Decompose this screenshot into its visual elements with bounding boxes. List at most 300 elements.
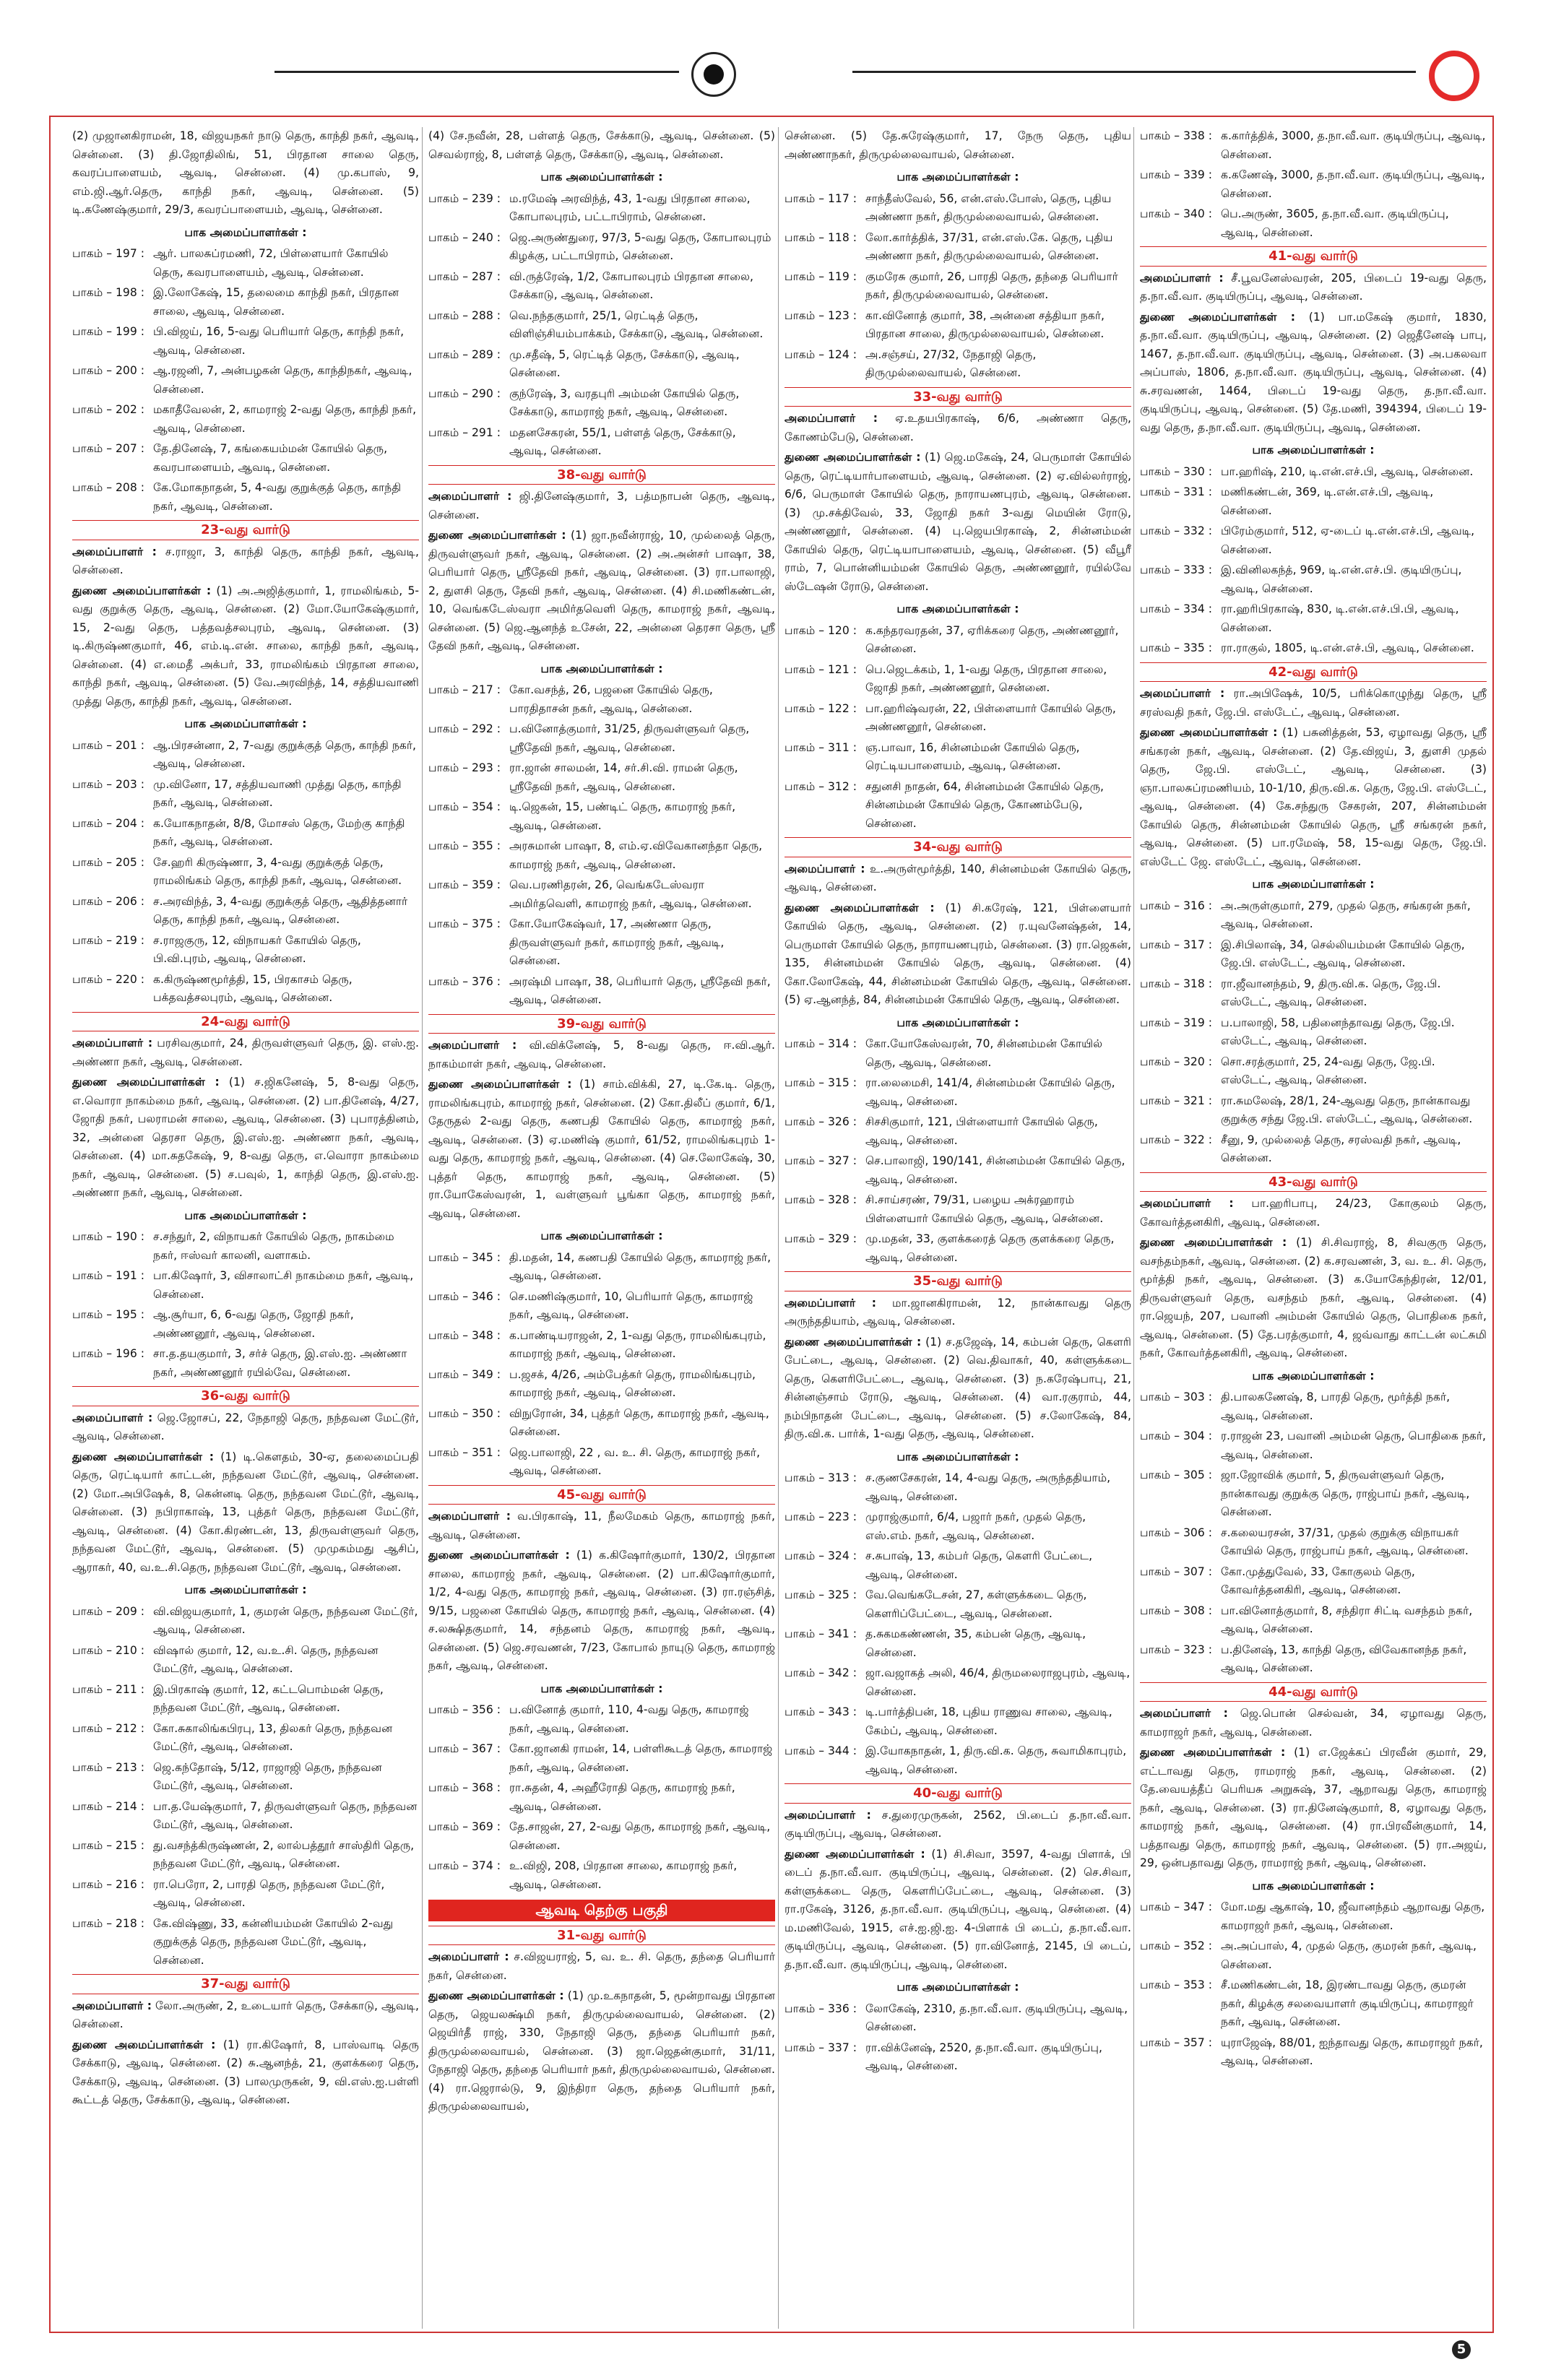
role-label: அமைப்பாளர் : (1140, 1197, 1234, 1210)
booth-organizer: க.யோகநாதன், 8/8, மோசஸ் தெரு, மேற்கு காந்தி நகர், ஆவடி, சென்னை. (153, 816, 405, 848)
booth-entry (785, 346, 1131, 383)
booth-entry (785, 1547, 1131, 1584)
booth-entry (1140, 600, 1487, 637)
booth-entry (1140, 897, 1487, 934)
booth-entry (428, 1818, 775, 1855)
booth-organizer: ச.ராஜகுரு, 12, விநாயகர் கோயில் தெரு, பி.வி.புரம், ஆவடி, சென்னை. (153, 933, 361, 965)
role-label: அமைப்பாளர் : (1140, 271, 1224, 285)
booth-number: பாகம் – 223 : (785, 1510, 857, 1523)
booth-organizer: து.வசந்த்கிருஷ்ணன், 2, லால்பத்தூர் சாஸ்திரி தெரு, நந்தவன மேட்டூர், ஆவடி, சென்னை. (153, 1838, 415, 1870)
paragraph-text: ஜெ.ஜோசப், 22, நேதாஜி தெரு, நந்தவன மேட்டூர், ஆவடி, சென்னை. (72, 1411, 419, 1442)
role-label: அமைப்பாளர் : (785, 412, 878, 425)
paragraph (72, 1409, 419, 1446)
paragraph (72, 582, 419, 711)
booth-entry (785, 307, 1131, 344)
booth-organizer: ப.வினோத்குமார், 31/25, திருவள்ளுவர் தெரு, ஸ்ரீதேவி நகர், ஆவடி, சென்னை. (509, 722, 750, 754)
booth-entry (1140, 1014, 1487, 1051)
booth-entry (785, 1742, 1131, 1779)
booth-organizer: ச.குணசேகரன், 14, 4-வது தெரு, அருந்ததியாம், ஆவடி, சென்னை. (865, 1471, 1111, 1503)
booth-organizer: இ.யோகநாதன், 1, திரு.வி.க. தெரு, சுவாமிகாபுரம், ஆவடி, சென்னை. (865, 1744, 1127, 1776)
booth-number: பாகம் – 355 : (428, 839, 501, 852)
column-divider (422, 127, 423, 2329)
booth-organizer: பெ.அருண், 3605, த.நா.வீ.வா. குடியிருப்பு, ஆவடி, சென்னை. (1221, 207, 1449, 239)
booth-entry (72, 1306, 419, 1343)
section-heading: பாக அமைப்பாளர்கள் : (896, 1016, 1019, 1029)
booth-organizer: க.பாண்டியராஜன், 2, 1-வது தெரு, ராமலிங்கபுரம், காமராஜ் நகர், ஆவடி, சென்னை. (509, 1328, 766, 1360)
booth-entry (785, 2039, 1131, 2076)
role-label: துணை அமைப்பாளர்கள் : (72, 2038, 216, 2051)
booth-entry (1140, 639, 1487, 658)
role-label: அமைப்பாளர் : (72, 1037, 153, 1050)
role-label: அமைப்பாளர் : (428, 1950, 509, 1963)
paragraph (785, 899, 1131, 1010)
role-label: துணை அமைப்பாளர்கள் : (785, 1335, 922, 1349)
booth-entry (428, 1249, 775, 1286)
booth-organizer: ரா.ராகுல், 1805, டி.என்.எச்.பி, ஆவடி, சென்னை. (1221, 641, 1474, 654)
booth-number: பாகம் – 337 : (785, 2041, 857, 2054)
booth-number: பாகம் – 349 : (428, 1367, 501, 1381)
paragraph (72, 2036, 419, 2110)
paragraph-text: (1) சாம்.விக்கி, 27, டி.கே.டி. தெரு, ராமலிங்கபுரம், காமராஜ் நகர், சென்னை. (2) கோ.திலீப் குமார், 6/1, தேருதல் 2-வது தெரு, கணபதி கோயில் தெரு, காமராஜ் நகர், ஆவடி, சென்னை. (3) ஏ.மணிஷ் குமார், 61/52, ராமலிங்கபுரம் 1-வது தெரு, காமராஜ் நகர், ஆவடி, சென்னை. (4) செ.லோகேஷ், 30, புத்தர் தெரு, காமராஜ் நகர், ஆவடி, சென்னை. (5) ரா.யோகேஸ்வரன், 1, வள்ளுவர் பூங்கா தெரு, காமராஜ் நகர், ஆவடி, சென்னை. (428, 1078, 775, 1220)
booth-entry (785, 268, 1131, 305)
booth-number: பாகம் – 214 : (72, 1799, 144, 1813)
paragraph-text: (1) ரா.கிஷோர், 8, பாஸ்வாடி தெரு சேக்காடு, ஆவடி, சென்னை. (2) சு.ஆனந்த், 21, குளக்கரை தெரு, சேக்காடு, ஆவடி, சென்னை. (3) பாலமுருகன், 9, வி.எஸ்.ஐ.பள்ளி கூட்டத் தெரு, சேக்காடு, ஆவடி, சென்னை. (72, 2038, 419, 2106)
booth-entry (785, 778, 1131, 834)
booth-organizer: இ.சிபிலாஷ், 34, செல்லியம்மன் கோயில் தெரு, ஜே.பி. எஸ்டேட், ஆவடி, சென்னை. (1221, 938, 1465, 969)
booth-number: பாகம் – 209 : (72, 1604, 144, 1618)
paragraph-text: (1) பசுனித்தன், 53, ஏழாவது தெரு, ஸ்ரீ சங்கரன் நகர், ஆவடி, சென்னை. (2) தே.விஜய், 3, துளசி முதல் தெரு, ஜே.பி. எஸ்டேட், ஆவடி, சென்னை. (3) ஞா.பாலசுப்ரமணியம், 10-1/10, திரு.வி.க. தெரு, ஜே.பி. எஸ்டேட், ஆவடி, சென்னை. (4) கே.சந்துரு சேகரன், 207, சின்னம்மன் கோயில் தெரு, சின்னம்மன் கோயில் தெரு, ஸ்ரீ சங்கரன் நகர், ஆவடி, சென்னை. (5) பா.ரமேஷ், 58, 15-வது தெரு, ஜே.பி. எஸ்டேட் ஜே. எஸ்டேட், ஆவடி, சென்னை. (1140, 726, 1487, 868)
booth-organizer: வெ.பரணிதரன், 26, வெங்கடேஸ்வரா அமிர்தவெளி, காமராஜ் நகர், ஆவடி, சென்னை. (509, 878, 752, 910)
booth-entry (428, 1740, 775, 1777)
booth-organizer: கோ.யோகேஸ்வரன், 70, சின்னம்மன் கோயில் தெரு, ஆவடி, சென்னை. (865, 1037, 1103, 1069)
booth-number: பாகம் – 354 : (428, 800, 501, 813)
booth-entry (72, 932, 419, 969)
booth-entry (72, 1876, 419, 1913)
booth-number: பாகம் – 336 : (785, 2002, 857, 2015)
booth-entry (72, 1603, 419, 1640)
booth-entry (72, 284, 419, 321)
role-label: அமைப்பாளர் : (1140, 1707, 1228, 1720)
booth-entry (785, 1469, 1131, 1506)
booth-entry (428, 876, 775, 913)
paragraph (428, 1987, 775, 2116)
role-label: அமைப்பாளர் : (785, 1808, 871, 1822)
booth-number: பாகம் – 311 : (785, 740, 857, 754)
paragraph (1140, 1705, 1487, 1741)
booth-number: பாகம் – 315 : (785, 1076, 857, 1089)
booth-organizer: உ.விஜி, 208, பிரதான சாலை, காமராஜ் நகர், ஆவடி, சென்னை. (509, 1859, 738, 1891)
booth-number: பாகம் – 287 : (428, 269, 501, 283)
booth-entry (785, 1586, 1131, 1623)
paragraph-text: சீ.பூவனேஸ்வரன், 205, பிடைப் 19-வது தெரு, த.நா.வீ.வா. குடியிருப்பு, ஆவடி, சென்னை. (1140, 271, 1487, 303)
booth-organizer: செ.பாலாஜி, 190/141, சின்னம்மன் கோயில் தெரு, ஆவடி, சென்னை. (865, 1154, 1125, 1186)
booth-organizer: வி.விஜயகுமார், 1, குமரன் தெரு, நந்தவன மேட்டூர், ஆவடி, சென்னை. (153, 1604, 418, 1636)
paragraph-text: (1) எ.ஜேக்கப் பிரவீன் குமார், 29, எட்டாவது தெரு, ராமராஜ் நகர், ஆவடி, சென்னை. (2) தே.வையத்தீப் பெரியசு அறுசுஷ், 37, ஆறாவது தெரு, காமராஜ் நகர், ஆவடி, சென்னை. (3) ரா.தினேஷ்குமார், 8, ஏழாவது தெரு, காமராஜ் நகர், ஆவடி, சென்னை. (4) ரா.பிரவீன்குமார், 14, பத்தாவது தெரு, காமராஜ் நகர், ஆவடி, சென்னை. (5) ரா.அஜய், 29, ஒன்பதாவது தெரு, ராமராஜ் நகர், ஆவடி, சென்னை. (1140, 1746, 1487, 1869)
booth-organizer: ரா.ஜான் சாலமன், 14, சர்.சி.வி. ராமன் தெரு, ஸ்ரீதேவி நகர், ஆவடி, சென்னை. (509, 761, 738, 793)
header-rule-left (275, 71, 679, 73)
booth-organizer: ர.ராஜன் 23, பவானி அம்மன் தெரு, பொதிகை நகர், ஆவடி, சென்னை. (1221, 1429, 1486, 1461)
booth-organizer: த.சுகமகண்ணன், 35, கம்பன் தெரு, ஆவடி, சென்னை. (865, 1627, 1086, 1659)
booth-entry (1140, 1976, 1487, 2032)
booth-entry (72, 440, 419, 477)
booth-entry (72, 1681, 419, 1718)
booth-number: பாகம் – 205 : (72, 855, 144, 869)
ward-heading: 45-வது வார்டு (428, 1485, 775, 1505)
booth-number: பாகம் – 317 : (1140, 938, 1212, 951)
booth-entry (1140, 127, 1487, 164)
paragraph-text: (1) ச.தஜேஷ், 14, கம்பன் தெரு, கௌரி பேட்டை, ஆவடி, சென்னை. (2) வெ.திவாகர், 40, கள்ளுக்கடை தெரு, கௌரிபேட்டை, ஆவடி, சென்னை. (3) ந.கரேஷ்பாபு, 21, சின்னஞ்சாம் ரோடு, ஆவடி, சென்னை. (4) வா.ரகுராம், 44, நம்பிநாதன் பேட்டை, ஆவடி, சென்னை. (5) ச.லோகேஷ், 84, திரு.வி.க. பார்க், 1-வது தெரு, ஆவடி, சென்னை. (785, 1335, 1131, 1440)
booth-number: பாகம் – 320 : (1140, 1055, 1212, 1068)
booth-organizer: குந்ரேஷ், 3, வரதபுரி அம்மன் கோயில் தெரு, சேக்காடு, காமராஜ் நகர், ஆவடி, சென்னை. (509, 386, 740, 418)
booth-number: பாகம் – 359 : (428, 878, 501, 891)
booth-entry (72, 1228, 419, 1265)
booth-entry (785, 739, 1131, 776)
booth-number: பாகம் – 316 : (1140, 899, 1212, 912)
booth-organizer: சா.த.தயகுமார், 3, சர்ச் தெரு, இ.எஸ்.ஐ. அண்ணா நகர், அண்ணனூர் ரயில்வே, சென்னை. (153, 1347, 407, 1379)
booth-number: பாகம் – 352 : (1140, 1939, 1212, 1952)
column-divider (778, 127, 779, 2329)
booth-number: பாகம் – 331 : (1140, 485, 1212, 498)
booth-number: பாகம் – 306 : (1140, 1526, 1212, 1539)
booth-number: பாகம் – 332 : (1140, 524, 1212, 537)
section-heading: பாக அமைப்பாளர்கள் : (540, 662, 663, 675)
role-label: துணை அமைப்பாளர்கள் : (1140, 310, 1296, 324)
booth-entry (785, 1508, 1131, 1545)
paragraph-text: (1) ச.ஜிகனேஷ், 5, 8-வது தெரு, எ.வொரா நாகம்மை நகர், ஆவடி, சென்னை. (2) பா.தினேஷ், 4/27, ஜோதி நகர், பலராமன் சாலை, ஆவடி, சென்னை. (3) புபாரத்தினம், 32, அன்னை தெரசா தெரு, இ.எஸ்.ஐ. அண்ணா நகர், ஆவடி, சென்னை. (4) மா.சுதகேஷ், 9, 8-வது தெரு, எ.வொரா நாகம்மை நகர், ஆவடி, சென்னை. (5) ச.பவுல், 1, காந்தி தெரு, இ.எஸ்.ஐ. அண்ணா நகர், ஆவடி, சென்னை. (72, 1076, 419, 1199)
paragraph (785, 449, 1131, 596)
paragraph (428, 1076, 775, 1223)
booth-number: பாகம் – 308 : (1140, 1604, 1212, 1617)
ward-heading: 44-வது வார்டு (1140, 1682, 1487, 1702)
booth-number: பாகம் – 211 : (72, 1682, 144, 1696)
booth-entry (785, 2000, 1131, 2037)
role-label: அமைப்பாளர் : (1140, 687, 1225, 700)
booth-entry (72, 893, 419, 930)
paragraph-text: வ.பிரகாஷ், 11, நீலமேகம் தெரு, காமராஜ் நகர், ஆவடி, சென்னை. (428, 1510, 775, 1541)
booth-entry (1140, 166, 1487, 203)
booth-entry (785, 700, 1131, 737)
booth-entry (785, 622, 1131, 659)
booth-entry (428, 1405, 775, 1442)
booth-entry (428, 229, 775, 266)
paragraph (72, 1997, 419, 2034)
booth-number: பாகம் – 122 : (785, 701, 857, 715)
booth-number: பாகம் – 318 : (1140, 977, 1212, 990)
booth-entry (72, 323, 419, 360)
booth-entry (428, 1779, 775, 1816)
booth-number: பாகம் – 357 : (1140, 2035, 1212, 2049)
booth-number: பாகம் – 327 : (785, 1154, 857, 1167)
column-3 (785, 127, 1131, 2329)
booth-organizer: கோ.சுகாலிங்கபிரபு, 13, திலகர் தெரு, நந்தவன மேட்டூர், ஆவடி, சென்னை. (153, 1721, 393, 1753)
paragraph-text: ஜி.தினேஷ்குமார், 3, பத்மநாபன் தெரு, ஆவடி, சென்னை. (428, 490, 775, 522)
booth-organizer: கோ.முத்துவேல், 33, கோகுலம் தெரு, கோவர்த்தனகிரி, ஆவடி, சென்னை. (1221, 1565, 1415, 1596)
booth-number: பாகம் – 203 : (72, 777, 144, 791)
booth-entry (428, 346, 775, 383)
booth-number: பாகம் – 216 : (72, 1877, 144, 1891)
booth-number: பாகம் – 376 : (428, 974, 501, 988)
ward-heading: 42-வது வார்டு (1140, 662, 1487, 683)
booth-number: பாகம் – 346 : (428, 1289, 501, 1303)
page-header (0, 0, 1543, 126)
booth-number: பாகம் – 219 : (72, 933, 144, 947)
role-label: அமைப்பாளர் : (785, 862, 865, 875)
paragraph (428, 1037, 775, 1073)
paragraph-text: சென்னை. (5) தே.சுரேஷ்குமார், 17, நேரு தெரு, புதிய அண்ணாநகர், திருமுல்லைவாயல், சென்னை. (785, 129, 1131, 161)
booth-number: பாகம் – 374 : (428, 1859, 501, 1872)
booth-organizer: செ.மணிஷ்குமார், 10, பெரியார் தெரு, காமராஜ் நகர், ஆவடி, சென்னை. (509, 1289, 753, 1321)
booth-entry (72, 479, 419, 516)
booth-number: பாகம் – 121 : (785, 662, 857, 676)
section-heading: பாக அமைப்பாளர்கள் : (184, 1208, 307, 1222)
booth-organizer: சே.ஹரி கிருஷ்ணா, 3, 4-வது குறுக்குத் தெரு, ராமலிங்கம் தெரு, காந்தி நகர், ஆவடி, சென்னை. (153, 855, 402, 887)
booth-entry (72, 245, 419, 282)
role-label: அமைப்பாளர் : (428, 1510, 511, 1523)
booth-number: பாகம் – 290 : (428, 386, 501, 400)
role-label: துணை அமைப்பாளர்கள் : (428, 1549, 570, 1562)
booth-organizer: விஷால் குமார், 12, வ.உ.சி. தெரு, நந்தவன மேட்டூர், ஆவடி, சென்னை. (153, 1643, 379, 1675)
booth-entry (785, 1113, 1131, 1150)
booth-entry (428, 1701, 775, 1738)
booth-entry (72, 401, 419, 438)
booth-organizer: வெ.நந்தகுமார், 25/1, ரெட்டித் தெரு, விளிஞ்சியம்பாக்கம், சேக்காடு, ஆவடி, சென்னை. (509, 308, 764, 340)
booth-entry (428, 1857, 775, 1894)
booth-organizer: அரஷ்மி பாஷா, 38, பெரியார் தெரு, ஸ்ரீதேவி நகர், ஆவடி, சென்னை. (509, 974, 771, 1006)
paragraph-text: (1) ஜா.நவீன்ராஜ், 10, முல்லைத் தெரு, திருவள்ளுவர் நகர், ஆவடி, சென்னை. (2) அ.அன்சர் பாஷா, 38, பெரியார் தெரு, ஸ்ரீதேவி நகர், ஆவடி, சென்னை. (3) ரா.பாலாஜி, 2, துளசி தெரு, தேவி நகர், ஆவடி, சென்னை. (4) சி.மணிகண்டன், 10, வெங்கடேஸ்வரா அமிர்தவெளி தெரு, காமராஜ் நகர், ஆவடி, சென்னை. (5) ஜெ.ஆனந்த் உசேன், 22, அன்னை தெரசா தெரு, ஸ்ரீ தேவி நகர், ஆவடி, சென்னை. (428, 529, 775, 652)
booth-organizer: வி.ருத்ரேஷ், 1/2, கோபாலபுரம் பிரதான சாலை, சேக்காடு, ஆவடி, சென்னை. (509, 269, 753, 301)
paragraph (785, 1806, 1131, 1843)
booth-organizer: ரா.சுதன், 4, அஹீரோதி தெரு, காமராஜ் நகர், ஆவடி, சென்னை. (509, 1781, 735, 1813)
booth-number: பாகம் – 343 : (785, 1705, 857, 1718)
paragraph-text: ச.துரைமுருகன், 2562, பி.டைப் த.நா.வீ.வா. குடியிருப்பு, ஆவடி, சென்னை. (785, 1808, 1131, 1840)
paragraph (785, 1294, 1131, 1331)
section-heading: பாக அமைப்பாளர்கள் : (1252, 1879, 1375, 1892)
booth-organizer: பா.த.யேஷ்குமார், 7, திருவள்ளுவர் தெரு, நந்தவன மேட்டூர், ஆவடி, சென்னை. (153, 1799, 418, 1831)
booth-number: பாகம் – 118 : (785, 230, 857, 244)
paragraph (1140, 1195, 1487, 1232)
paragraph-text: வி.விக்னேஷ், 5, 8-வது தெரு, ஈ.வி.ஆர். நாகம்மாள் நகர், ஆவடி, சென்னை. (428, 1039, 775, 1070)
booth-entry (72, 1798, 419, 1835)
booth-entry (428, 307, 775, 344)
booth-organizer: மு.மதன், 33, குளக்கரைத் தெரு குளக்கரை தெரு, ஆவடி, சென்னை. (865, 1232, 1115, 1264)
booth-organizer: சி.சாய்சரண், 79/31, பழைய அக்ரஹாரம் பிள்ளையார் கோயில் தெரு, ஆவடி, சென்னை. (865, 1193, 1104, 1225)
booth-entry (72, 1837, 419, 1874)
booth-entry (428, 268, 775, 305)
booth-number: பாகம் – 195 : (72, 1308, 144, 1321)
booth-number: பாகம் – 206 : (72, 894, 144, 908)
paragraph (72, 1073, 419, 1203)
booth-number: பாகம் – 120 : (785, 623, 857, 637)
booth-organizer: அரசுமான் பாஷா, 8, எம்.ஏ.விவேகானந்தா தெரு, காமராஜ் நகர், ஆவடி, சென்னை. (509, 839, 763, 871)
booth-organizer: தே.தினேஷ், 7, கங்கையம்மன் கோயில் தெரு, கவரபாளையம், ஆவடி, சென்னை. (153, 442, 388, 474)
booth-organizer: லோ.கார்த்திக், 37/31, என்.எஸ்.கே. தெரு, புதிய அண்ணா நகர், திருமுல்லைவாயல், சென்னை. (865, 230, 1113, 262)
paragraph-text: (1) டி.கௌதம், 30-ஏ, தலைமைப்பதி தெரு, ரெட்டியார் காட்டன், நந்தவன மேட்டூர், ஆவடி, சென்னை. (2) மோ.அபிஷேக், 8, கென்னடி தெரு, நந்தவன மேட்டூர், ஆவடி, சென்னை. (3) நபிராகாஷ், 13, புத்தர் தெரு, நந்தவன மேட்டூர், ஆவடி, சென்னை. (4) கோ.கிரண்டன், 13, திருவள்ளுவர் தெரு, நந்தவன மேட்டூர், ஆவடி, சென்னை. (5) முமுகம்மது ஆசிப், ஆராகர், 40, வ.உ.சி.தெரு, நந்தவன மேட்டூர், ஆவடி, சென்னை. (72, 1450, 419, 1574)
section-heading: பாக அமைப்பாளர்கள் : (184, 717, 307, 730)
booth-organizer: ஜா.ஜோவிக் குமார், 5, திருவள்ளுவர் தெரு, நான்காவது குறுக்கு தெரு, ராஜ்பாய் நகர், ஆவடி, சென்னை. (1221, 1468, 1470, 1518)
booth-organizer: ஆ.ரஜனி, 7, அன்பழகன் தெரு, காந்திநகர், ஆவடி, சென்னை. (153, 364, 412, 396)
region-banner: ஆவடி தெற்கு பகுதி (428, 1900, 775, 1921)
ward-heading: 34-வது வார்டு (785, 837, 1131, 857)
paragraph-text: (1) மு.உகநாதன், 5, மூன்றாவது பிரதான தெரு, ஜெயலக்ஷ்மி நகர், திருமுல்லைவாயல், சென்னை. (2) ஜெயிர்தீ ராஜ், 330, நேதாஜி தெரு, தந்தை பெரியார் நகர், திருமுல்லைவாயல், சென்னை. (3) ஜா.ஜெதன்குமார், 31/11, நேதாஜி தெரு, தந்தை பெரியார் நகர், திருமுல்லைவாயல், சென்னை. (4) ரா.ஜெரால்டு, 9, இந்திரா தெரு, தந்தை பெரியார் நகர், திருமுல்லைவாயல், (428, 1989, 775, 2113)
paragraph (72, 1448, 419, 1578)
ward-heading: 39-வது வார்டு (428, 1014, 775, 1034)
booth-number: பாகம் – 124 : (785, 347, 857, 361)
booth-organizer: மு.சதீஷ், 5, ரெட்டித் தெரு, சேக்காடு, ஆவடி, சென்னை. (509, 347, 740, 379)
booth-entry (1140, 1427, 1487, 1464)
booth-organizer: ரா.ஜீவானந்தம், 9, திரு.வி.க. தெரு, ஜே.பி. எஸ்டேட், ஆவடி, சென்னை. (1221, 977, 1441, 1008)
ward-heading: 31-வது வார்டு (428, 1926, 775, 1946)
paragraph (428, 1507, 775, 1544)
booth-number: பாகம் – 312 : (785, 779, 857, 793)
booth-organizer: அ.அப்பாஸ், 4, முதல் தெரு, குமரன் நகர், ஆவடி, சென்னை. (1221, 1939, 1477, 1971)
booth-entry (72, 776, 419, 813)
paragraph (428, 1948, 775, 1985)
booth-entry (428, 720, 775, 757)
booth-organizer: பெ.ஜெடக்கம், 1, 1-வது தெரு, பிரதான சாலை, ஜோதி நகர், அண்ணனூர், சென்னை. (865, 662, 1107, 694)
booth-entry (428, 1444, 775, 1481)
booth-number: பாகம் – 212 : (72, 1721, 144, 1735)
paragraph (1140, 1744, 1487, 1873)
ward-heading: 43-வது வார்டு (1140, 1172, 1487, 1193)
ward-heading: 37-வது வார்டு (72, 1974, 419, 1994)
page-number: 5 (1452, 2340, 1471, 2359)
booth-number: பாகம் – 307 : (1140, 1565, 1212, 1578)
booth-entry (1140, 483, 1487, 520)
booth-number: பாகம் – 347 : (1140, 1900, 1212, 1913)
booth-number: பாகம் – 292 : (428, 722, 501, 735)
booth-organizer: ப.வினோத் குமார், 110, 4-வது தெரு, காமராஜ் நகர், ஆவடி, சென்னை. (509, 1703, 749, 1735)
booth-organizer: ப.ஜசக், 4/26, அம்பேத்கர் தெரு, ராமலிங்கபுரம், காமராஜ் நகர், ஆவடி, சென்னை. (509, 1367, 756, 1399)
booth-organizer: ச.கலையரசன், 37/31, முதல் குறுக்கு விநாயகர் கோயில் தெரு, ராஜ்பாய் நகர், ஆவடி, சென்னை. (1221, 1526, 1469, 1557)
booth-entry (1140, 1388, 1487, 1425)
booth-organizer: ச.அரவிந்த், 3, 4-வது குறுக்குத் தெரு, ஆதித்தனார் தெரு, காந்தி நகர், ஆவடி, சென்னை. (153, 894, 408, 926)
booth-number: பாகம் – 368 : (428, 1781, 501, 1794)
booth-number: பாகம் – 218 : (72, 1916, 144, 1930)
booth-organizer: ஞ.பாவா, 16, சின்னம்மன் கோயில் தெரு, ரெட்டியபாளையம், ஆவடி, சென்னை. (865, 740, 1080, 772)
booth-number: பாகம் – 123 : (785, 308, 857, 322)
booth-organizer: டி.பார்த்திபன், 18, புதிய ராணுவ சாலை, ஆவடி, கேம்ப், ஆவடி, சென்னை. (865, 1705, 1112, 1737)
booth-entry (1140, 1898, 1487, 1935)
role-label: துணை அமைப்பாளர்கள் : (1140, 726, 1278, 739)
role-label: துணை அமைப்பாளர்கள் : (785, 451, 921, 464)
booth-entry (785, 1230, 1131, 1267)
booth-organizer: கா.வினோத் குமார், 38, அன்னை சத்தியா நகர், பிரதான சாலை, திருமுல்லைவாயல், சென்னை. (865, 308, 1105, 340)
booth-number: பாகம் – 369 : (428, 1820, 501, 1833)
paragraph-text: லோ.அருண், 2, உடையார் தெரு, சேக்காடு, ஆவடி, சென்னை. (72, 1999, 419, 2030)
booth-entry (72, 1642, 419, 1679)
role-label: துணை அமைப்பாளர்கள் : (785, 1847, 925, 1861)
booth-number: பாகம் – 329 : (785, 1232, 857, 1245)
booth-organizer: ரா.பெரோ, 2, பாரதி தெரு, நந்தவன மேட்டூர், ஆவடி, சென்னை. (153, 1877, 385, 1909)
booth-organizer: கோ.ஜானகி ராமன், 14, பள்ளிகூடத் தெரு, காமராஜ் நகர், ஆவடி, சென்னை. (509, 1742, 773, 1774)
paragraph-text: ச.ராஜா, 3, காந்தி தெரு, காந்தி நகர், ஆவடி, சென்னை. (72, 545, 419, 576)
booth-number: பாகம் – 338 : (1140, 129, 1212, 142)
booth-organizer: பா.கிஷோர், 3, விசாலாட்சி நாகம்மை நகர், ஆவடி, சென்னை. (153, 1269, 414, 1301)
booth-entry (428, 973, 775, 1010)
booth-number: பாகம் – 196 : (72, 1347, 144, 1360)
column-2 (428, 127, 775, 2329)
booth-organizer: கே.மோகநாதன், 5, 4-வது குறுக்குத் தெரு, காந்தி நகர், ஆவடி, சென்னை. (153, 481, 402, 513)
booth-organizer: ச.சுபாஷ், 13, கம்பர் தெரு, கௌரி பேட்டை, ஆவடி, சென்னை. (865, 1549, 1093, 1581)
booth-organizer: ச.சந்துர், 2, விநாயகர் கோயில் தெரு, நாகம்மை நகர், ஈஸ்வர் காலனி, வளாகம். (153, 1230, 394, 1262)
paragraph (785, 860, 1131, 897)
section-heading: பாக அமைப்பாளர்கள் : (184, 225, 307, 239)
booth-number: பாகம் – 199 : (72, 325, 144, 338)
booth-number: பாகம் – 351 : (428, 1445, 501, 1459)
booth-number: பாகம் – 215 : (72, 1838, 144, 1852)
booth-organizer: யுராஜேஷ், 88/01, ஐந்தாவது தெரு, காமராஜர் நகர், ஆவடி, சென்னை. (1221, 2035, 1483, 2067)
booth-organizer: ஜெ.அருண்துரை, 97/3, 5-வது தெரு, கோபாலபுரம் கிழக்கு, பட்டாபிராம், சென்னை. (509, 230, 772, 262)
booth-organizer: லோகேஷ், 2310, த.நா.வீ.வா. குடியிருப்பு, ஆவடி, சென்னை. (865, 2002, 1128, 2033)
booth-number: பாகம் – 204 : (72, 816, 144, 830)
booth-entry (785, 1152, 1131, 1189)
booth-number: பாகம் – 334 : (1140, 602, 1212, 615)
role-label: அமைப்பாளர் : (72, 1411, 153, 1424)
booth-number: பாகம் – 341 : (785, 1627, 857, 1640)
booth-organizer: பா.வினோத்குமார், 8, சந்திரா சிட்டி வசந்தம் நகர், ஆவடி, சென்னை. (1221, 1604, 1473, 1635)
booth-organizer: க.கணேஷ், 3000, த.நா.வீ.வா. குடியிருப்பு, ஆவடி, சென்னை. (1221, 168, 1485, 200)
paragraph-text: பா.ஹரிபாபு, 24/23, கோகுலம் தெரு, கோவர்த்தனகிரி, ஆவடி, சென்னை. (1140, 1197, 1487, 1229)
booth-number: பாகம் – 328 : (785, 1193, 857, 1206)
booth-number: பாகம் – 324 : (785, 1549, 857, 1562)
booth-entry (1140, 561, 1487, 598)
paragraph-text: (1) க.கிஷோர்குமார், 130/2, பிரதான சாலை, காமராஜ் நகர், ஆவடி, சென்னை. (2) பா.கிஷோர்குமார், 1/2, 4-வது தெரு, காமராஜ் நகர், ஆவடி, சென்னை. (3) ரா.ரஞ்சித், 9/15, பஜனை கோயில் தெரு, காமராஜ் நகர், ஆவடி, சென்னை. (4) ச.லக்ஷிதகுமார், 14, சந்தனம் தெரு, காமராஜ் நகர், ஆவடி, சென்னை. (5) ஜெ.சரவணன், 7/23, கோபால் நாயுடு தெரு, காமராஜ் நகர், ஆவடி, சென்னை. (428, 1549, 775, 1672)
booth-entry (785, 1035, 1131, 1072)
booth-organizer: ஆ.சூர்யா, 6, 6-வது தெரு, ஜோதி நகர், அண்ணனூர், ஆவடி, சென்னை. (153, 1308, 354, 1340)
booth-entry (785, 1664, 1131, 1701)
booth-number: பாகம் – 190 : (72, 1230, 144, 1243)
section-heading: பாக அமைப்பாளர்கள் : (896, 170, 1019, 183)
booth-number: பாகம் – 117 : (785, 191, 857, 205)
booth-entry (72, 737, 419, 774)
booth-organizer: பா.ஹரிஷ்வரன், 22, பிள்ளையார் கோயில் தெரு, அண்ணனூர், சென்னை. (865, 701, 1116, 733)
booth-organizer: அ.அருள்குமார், 279, முதல் தெரு, சங்கரன் நகர், ஆவடி, சென்னை. (1221, 899, 1471, 930)
paragraph (428, 488, 775, 524)
booth-entry (1140, 1937, 1487, 1974)
booth-entry (1140, 463, 1487, 482)
booth-organizer: க.கார்த்திக், 3000, த.நா.வீ.வா. குடியிருப்பு, ஆவடி, சென்னை. (1221, 129, 1486, 161)
booth-entry (72, 1345, 419, 1382)
booth-organizer: மோ.மது ஆகாஷ், 10, ஜீவானந்தம் ஆறாவது தெரு, காமராஜர் நகர், ஆவடி, சென்னை. (1221, 1900, 1485, 1932)
role-label: துணை அமைப்பாளர்கள் : (428, 1989, 564, 2002)
booth-organizer: டி.ஜெகன், 15, பண்டிட் தெரு, காமராஜ் நகர், ஆவடி, சென்னை. (509, 800, 736, 832)
paragraph (785, 410, 1131, 446)
booth-organizer: இ.லோகேஷ், 15, தலைமை காந்தி நகர், பிரதான சாலை, ஆவடி, சென்னை. (153, 286, 399, 318)
booth-number: பாகம் – 217 : (428, 683, 501, 696)
booth-number: பாகம் – 313 : (785, 1471, 857, 1484)
booth-number: பாகம் – 345 : (428, 1250, 501, 1264)
booth-entry (1140, 1641, 1487, 1678)
booth-organizer: அ.சஞ்சய், 27/32, நேதாஜி தெரு, திருமுல்லைவாயல், சென்னை. (865, 347, 1037, 379)
booth-number: பாகம் – 200 : (72, 364, 144, 377)
booth-entry (72, 971, 419, 1008)
paragraph-text: ஜெ.பொன் செல்வன், 34, ஏழாவது தெரு, காமராஜர் நகர், ஆவடி, சென்னை. (1140, 1707, 1487, 1739)
party-emblem-icon (691, 52, 736, 97)
booth-number: பாகம் – 353 : (1140, 1978, 1212, 1991)
header-rule-right (852, 71, 1416, 73)
ward-heading: 36-வது வார்டு (72, 1386, 419, 1406)
booth-entry (428, 798, 775, 835)
booth-organizer: க.கிருஷ்ணமூர்த்தி, 15, பிரகாசம் தெரு, பக்தவத்சலபுரம், ஆவடி, சென்னை. (153, 972, 353, 1004)
booth-entry (428, 190, 775, 227)
booth-organizer: வே.வெங்கடேசன், 27, கள்ளுக்கடை தெரு, கௌரிப்பேட்டை, ஆவடி, சென்னை. (865, 1588, 1087, 1620)
booth-organizer: தி.மதன், 14, கணபதி கோயில் தெரு, காமராஜ் நகர், ஆவடி, சென்னை. (509, 1250, 772, 1282)
booth-number: பாகம் – 213 : (72, 1760, 144, 1774)
booth-number: பாகம் – 344 : (785, 1744, 857, 1757)
booth-organizer: இ.வினிலகந்த், 969, டி.என்.எச்.பி. குடியிருப்பு, ஆவடி, சென்னை. (1221, 563, 1462, 595)
booth-organizer: சொ.சரத்குமார், 25, 24-வது தெரு, ஜே.பி. எஸ்டேட், ஆவடி, சென்னை. (1221, 1055, 1435, 1086)
booth-number: பாகம் – 314 : (785, 1037, 857, 1050)
